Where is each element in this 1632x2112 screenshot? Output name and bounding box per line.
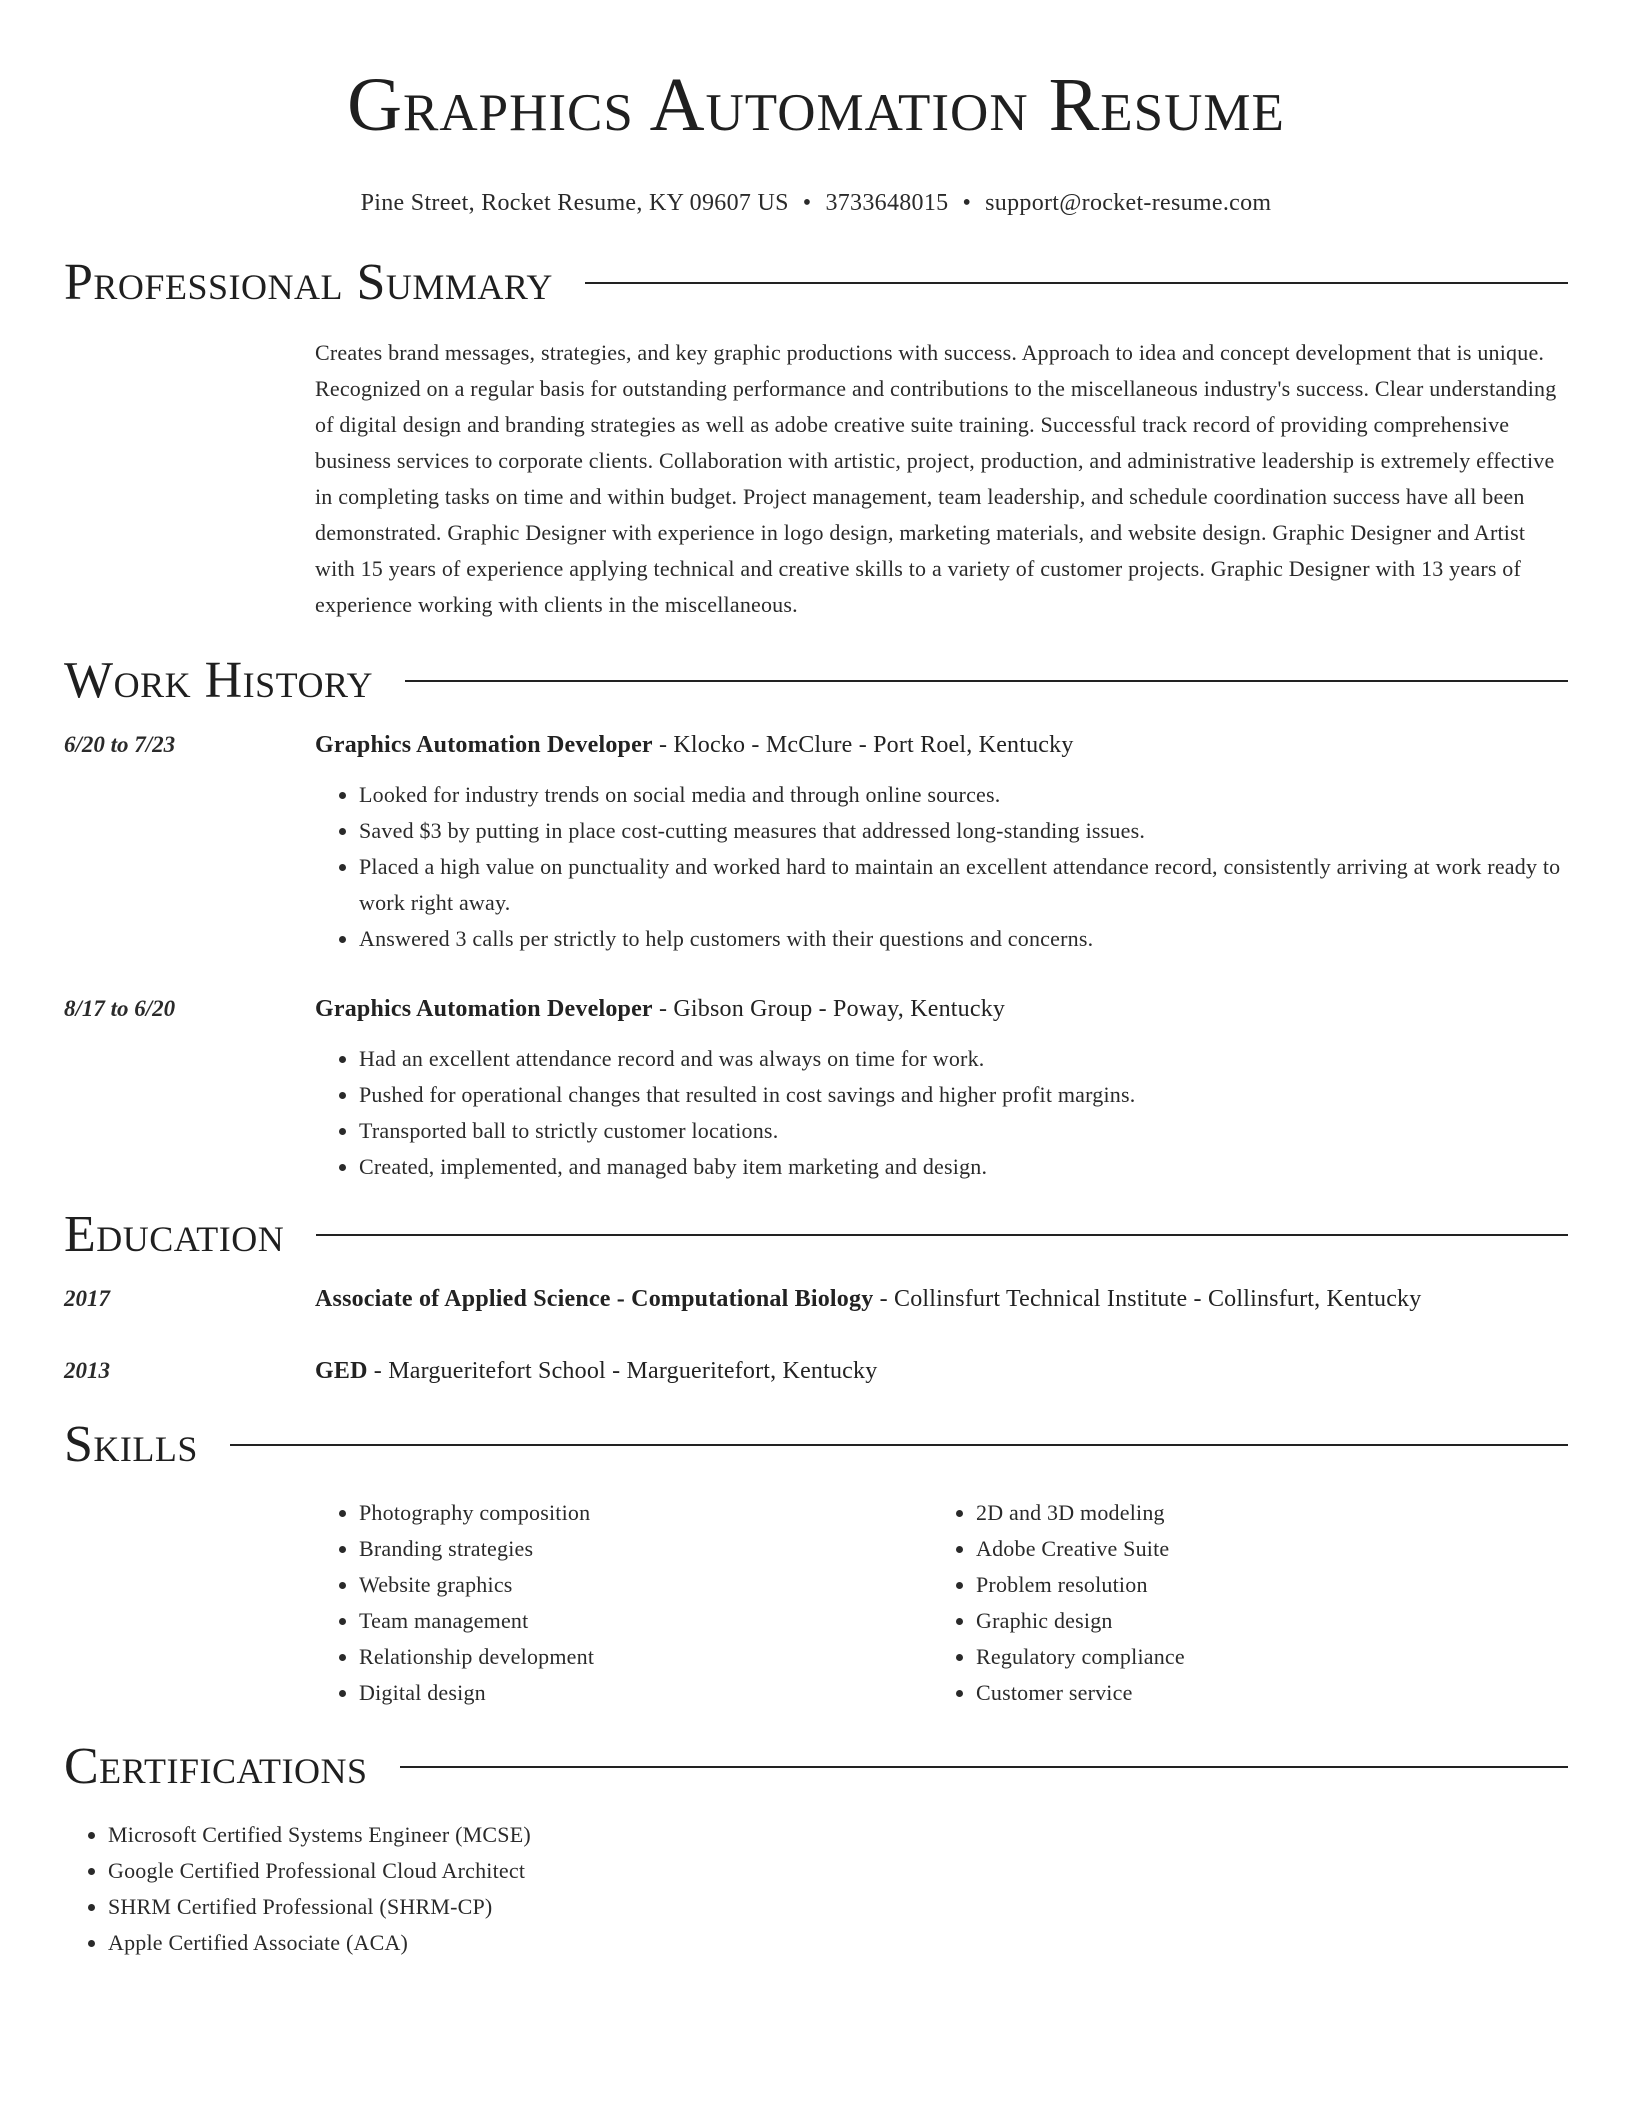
skill-item: • Photography composition — [359, 1495, 932, 1531]
section-title-certifications: Certifications — [64, 1738, 368, 1795]
summary-section — [64, 253, 1568, 623]
job-bullets — [315, 777, 1568, 957]
job-role: Graphics Automation Developer — [315, 996, 653, 1022]
section-title-work-history: Work History — [64, 652, 374, 709]
section-divider — [585, 282, 1568, 284]
job-bullets — [315, 1041, 1568, 1185]
list-item: • Had an excellent attendance record and was always on time for work. — [359, 1041, 1568, 1077]
skills-section — [64, 1415, 1568, 1711]
contact-line — [64, 190, 1568, 217]
skill-item: • Adobe Creative Suite — [976, 1531, 1549, 1567]
education-year: 2013 — [64, 1358, 110, 1383]
education-section — [64, 1205, 1568, 1389]
job-title-line — [315, 727, 1568, 763]
skill-item: • Regulatory compliance — [976, 1639, 1549, 1675]
skill-item: • Relationship development — [359, 1639, 932, 1675]
skills-list — [315, 1495, 932, 1711]
resume-title: Graphics Automation Resume — [347, 63, 1285, 147]
skill-item: • Branding strategies — [359, 1531, 932, 1567]
job-dates: 6/20 to 7/23 — [64, 732, 176, 757]
list-item: • Saved $3 by putting in place cost-cutting measures that addressed long-standing issues. — [359, 813, 1568, 849]
section-header — [64, 253, 1568, 313]
contact-separator: • — [802, 190, 812, 216]
job-body — [315, 727, 1568, 957]
skill-item: • 2D and 3D modeling — [976, 1495, 1549, 1531]
education-entry — [64, 1281, 1568, 1317]
section-header — [64, 1737, 1568, 1797]
list-item: • Transported ball to strictly customer locations. — [359, 1113, 1568, 1149]
certifications-list — [64, 1817, 1568, 1961]
education-degree: GED — [315, 1358, 368, 1384]
education-year: 2017 — [64, 1286, 110, 1311]
education-degree: Associate of Applied Science - Computational Biology — [315, 1286, 874, 1312]
skills-list — [932, 1495, 1549, 1711]
list-item: • Created, implemented, and managed baby item marketing and design. — [359, 1149, 1568, 1185]
education-line — [315, 1281, 1421, 1317]
job-role: Graphics Automation Developer — [315, 732, 653, 758]
contact-phone: 3733648015 — [825, 190, 949, 216]
certification-item: • Google Certified Professional Cloud Architect — [108, 1853, 1568, 1889]
section-title-skills: Skills — [64, 1416, 198, 1473]
certification-item: • Microsoft Certified Systems Engineer (MCSE) — [108, 1817, 1568, 1853]
section-divider — [400, 1766, 1568, 1768]
skill-item: • Customer service — [976, 1675, 1549, 1711]
certifications-section — [64, 1737, 1568, 1961]
section-header — [64, 1205, 1568, 1265]
skills-column-left — [315, 1495, 932, 1711]
section-divider — [230, 1444, 1568, 1446]
list-item: • Looked for industry trends on social media and through online sources. — [359, 777, 1568, 813]
list-item: • Placed a high value on punctuality and worked hard to maintain an excellent attendance record, consistently arriving at work ready to work right away. — [359, 849, 1568, 921]
list-item: • Answered 3 calls per strictly to help customers with their questions and concerns. — [359, 921, 1568, 957]
job-details: - Klocko - McClure - Port Roel, Kentucky — [652, 732, 1074, 758]
section-title-education: Education — [64, 1206, 285, 1263]
education-details: - Collinsfurt Technical Institute - Collinsfurt, Kentucky — [873, 1286, 1422, 1312]
education-details: - Margueritefort School - Margueritefort, Kentucky — [367, 1358, 878, 1384]
job-entry — [64, 727, 1568, 957]
section-divider — [316, 1234, 1568, 1236]
skill-item: • Problem resolution — [976, 1567, 1549, 1603]
skill-item: • Graphic design — [976, 1603, 1549, 1639]
skills-grid — [315, 1495, 1568, 1711]
skill-item: • Digital design — [359, 1675, 932, 1711]
education-line — [315, 1353, 877, 1389]
list-item: • Pushed for operational changes that resulted in cost savings and higher profit margins. — [359, 1077, 1568, 1113]
skill-item: • Team management — [359, 1603, 932, 1639]
education-entry — [64, 1353, 1568, 1389]
section-divider — [405, 680, 1568, 682]
job-body — [315, 991, 1568, 1185]
skill-item: • Website graphics — [359, 1567, 932, 1603]
certification-item: • SHRM Certified Professional (SHRM-CP) — [108, 1889, 1568, 1925]
contact-separator: • — [962, 190, 972, 216]
summary-text: Creates brand messages, strategies, and key graphic productions with success. Approach to idea and concept development that is unique. Recognized on a regular basis for outstanding performance and contributions to the miscellaneous industry's success. Clear understanding of digital design and branding strategies as well as adobe creative suite training. Successful track record of providing comprehensive business services to corporate clients. Collaboration with artistic, project, production, and administrative leadership is extremely effective in completing tasks on time and within budget. Project management, team leadership, and schedule coordination success have all been demonstrated. Graphic Designer with experience in logo design, marketing materials, and website design. Graphic Designer and Artist with 15 years of experience applying technical and creative skills to a variety of customer projects. Graphic Designer with 13 years of experience working with clients in the miscellaneous. — [315, 340, 1557, 617]
job-entry — [64, 991, 1568, 1185]
contact-email: support@rocket-resume.com — [985, 190, 1272, 216]
certification-item: • Apple Certified Associate (ACA) — [108, 1925, 1568, 1961]
section-title-summary: Professional Summary — [64, 254, 553, 311]
section-header — [64, 1415, 1568, 1475]
work-history-section — [64, 651, 1568, 1185]
job-dates: 8/17 to 6/20 — [64, 996, 176, 1021]
skills-column-right — [932, 1495, 1549, 1711]
contact-address: Pine Street, Rocket Resume, KY 09607 US — [360, 190, 789, 216]
section-header — [64, 651, 1568, 711]
job-details: - Gibson Group - Poway, Kentucky — [652, 996, 1006, 1022]
job-title-line — [315, 991, 1568, 1027]
